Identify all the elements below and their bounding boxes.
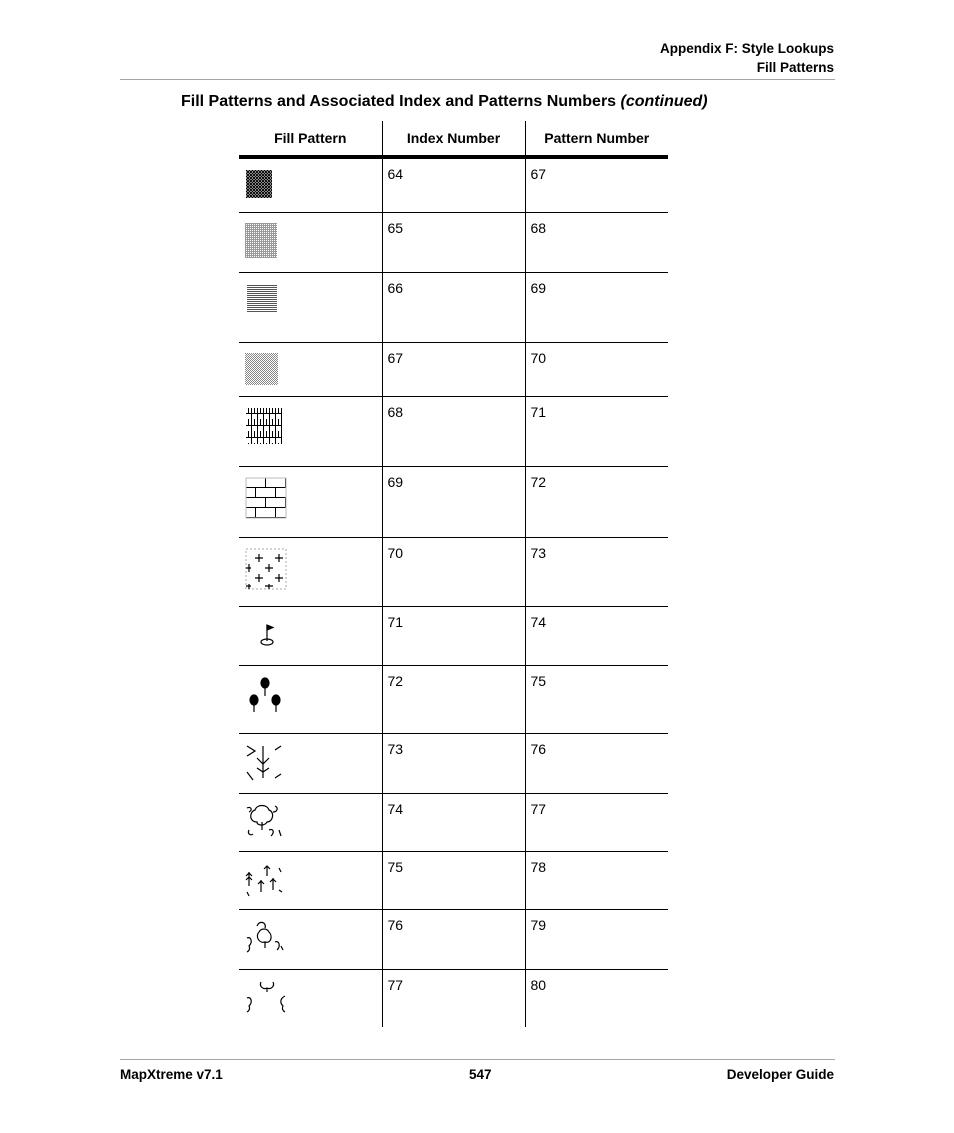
table-row xyxy=(239,909,668,969)
fill-pattern-cell xyxy=(239,396,382,466)
table-row xyxy=(239,466,668,537)
index-number-cell: 77 xyxy=(382,969,525,1027)
footer-rule xyxy=(120,1059,835,1060)
fill-pattern-cell xyxy=(239,606,382,665)
fill-pattern-cell xyxy=(239,909,382,969)
sparse-shrubs-swatch-icon xyxy=(245,980,289,1024)
fill-pattern-cell xyxy=(239,969,382,1027)
deciduous-trees-swatch-icon xyxy=(245,676,289,722)
footer-page-number: 547 xyxy=(469,1067,492,1082)
dense-crosshatch-swatch-icon xyxy=(245,169,275,199)
fill-pattern-cell xyxy=(239,212,382,272)
plus-signs-swatch-icon xyxy=(245,548,289,590)
pattern-number-cell: 72 xyxy=(525,466,668,537)
fill-pattern-cell xyxy=(239,342,382,396)
index-number-cell: 71 xyxy=(382,606,525,665)
pattern-number-cell: 71 xyxy=(525,396,668,466)
fill-pattern-cell xyxy=(239,537,382,606)
table-row xyxy=(239,272,668,342)
table-row xyxy=(239,342,668,396)
table-row xyxy=(239,733,668,793)
fill-pattern-cell xyxy=(239,733,382,793)
index-number-cell: 66 xyxy=(382,272,525,342)
index-number-cell: 70 xyxy=(382,537,525,606)
table-row xyxy=(239,537,668,606)
table-row xyxy=(239,969,668,1027)
fine-grid-swatch-icon xyxy=(245,223,279,259)
fill-pattern-cell xyxy=(239,665,382,733)
index-number-cell: 64 xyxy=(382,157,525,212)
footer-document-title: Developer Guide xyxy=(726,1067,834,1082)
header-rule xyxy=(120,79,835,80)
running-header-section: Fill Patterns xyxy=(756,60,834,75)
index-number-cell: 68 xyxy=(382,396,525,466)
index-number-cell: 72 xyxy=(382,665,525,733)
table-row xyxy=(239,606,668,665)
index-number-cell: 76 xyxy=(382,909,525,969)
index-number-cell: 73 xyxy=(382,733,525,793)
index-number-cell: 75 xyxy=(382,851,525,909)
small-trees-swatch-icon xyxy=(245,862,289,902)
index-number-cell: 74 xyxy=(382,793,525,851)
fill-pattern-cell xyxy=(239,851,382,909)
table-header-row xyxy=(239,121,668,157)
pattern-number-cell: 79 xyxy=(525,909,668,969)
scattered-shrubs-swatch-icon xyxy=(245,920,289,962)
light-checker-swatch-icon xyxy=(245,353,279,387)
pattern-number-cell: 70 xyxy=(525,342,668,396)
table-row xyxy=(239,212,668,272)
column-header-fill-pattern: Fill Pattern xyxy=(239,121,382,157)
footer-product: MapXtreme v7.1 xyxy=(120,1067,223,1082)
pattern-number-cell: 67 xyxy=(525,157,668,212)
table-title-suffix: (continued) xyxy=(620,93,708,110)
horizontal-brick-swatch-icon xyxy=(245,477,289,519)
shrubs-swatch-icon xyxy=(245,804,289,844)
pattern-number-cell: 76 xyxy=(525,733,668,793)
column-header-pattern-number: Pattern Number xyxy=(525,121,668,157)
fill-pattern-cell xyxy=(239,793,382,851)
fill-patterns-table xyxy=(239,121,668,1027)
pattern-number-cell: 74 xyxy=(525,606,668,665)
index-number-cell: 67 xyxy=(382,342,525,396)
sparse-vegetation-swatch-icon xyxy=(245,744,289,784)
table-title xyxy=(181,93,708,111)
pattern-number-cell: 73 xyxy=(525,537,668,606)
pattern-number-cell: 77 xyxy=(525,793,668,851)
fill-pattern-cell xyxy=(239,272,382,342)
fill-pattern-cell xyxy=(239,157,382,212)
table-row xyxy=(239,396,668,466)
pattern-number-cell: 68 xyxy=(525,212,668,272)
table-row xyxy=(239,851,668,909)
table-title-main: Fill Patterns and Associated Index and Patterns Numbers xyxy=(181,93,617,110)
vertical-brick-swatch-icon xyxy=(245,407,285,447)
table-row xyxy=(239,793,668,851)
index-number-cell: 65 xyxy=(382,212,525,272)
fill-pattern-cell xyxy=(239,466,382,537)
index-number-cell: 69 xyxy=(382,466,525,537)
column-header-index-number: Index Number xyxy=(382,121,525,157)
pattern-number-cell: 80 xyxy=(525,969,668,1027)
pattern-number-cell: 75 xyxy=(525,665,668,733)
fine-horizontal-lines-swatch-icon xyxy=(245,283,279,315)
table-row xyxy=(239,157,668,212)
running-header-chapter: Appendix F: Style Lookups xyxy=(659,41,834,56)
golf-flag-swatch-icon xyxy=(245,617,285,649)
table-row xyxy=(239,665,668,733)
pattern-number-cell: 69 xyxy=(525,272,668,342)
pattern-number-cell: 78 xyxy=(525,851,668,909)
